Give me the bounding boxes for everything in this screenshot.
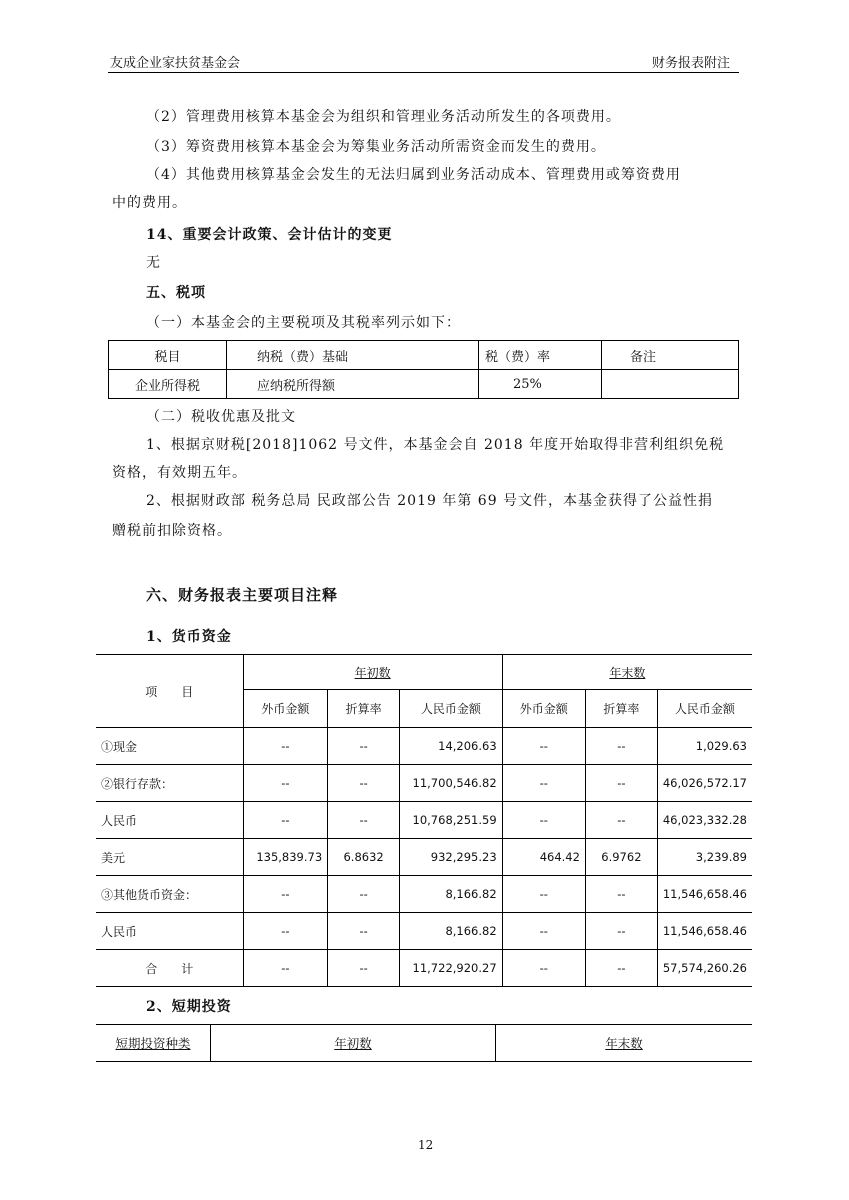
- cash-row-label: 人民币: [96, 802, 243, 839]
- cash-cell: --: [502, 765, 585, 802]
- cash-cell: --: [328, 765, 400, 802]
- cash-cell: --: [243, 950, 328, 987]
- short-investment-subheading: 2、短期投资: [146, 999, 232, 1015]
- page-number: 12: [418, 1138, 434, 1152]
- header-rule: [108, 72, 739, 73]
- table-row: [96, 765, 752, 802]
- tax-table: [108, 340, 739, 399]
- tax-item2-line2: 赠税前扣除资格。: [112, 523, 232, 539]
- cash-cell: 11,546,658.46: [657, 876, 752, 913]
- cash-row-label: ③其他货币资金：: [96, 876, 243, 913]
- cash-header-item: 项 目: [96, 655, 243, 728]
- table-row-total: [96, 950, 752, 987]
- tax-item1-line1: 1、根据京财税[2018]1062 号文件，本基金会自 2018 年度开始取得非营利组织免税: [146, 437, 725, 453]
- stinv-header-end-label: 年末数: [605, 1036, 643, 1051]
- cash-col-begin-rate: 折算率: [328, 690, 400, 728]
- cash-cell: --: [328, 802, 400, 839]
- cash-cell: --: [502, 913, 585, 950]
- cash-cell: --: [585, 950, 657, 987]
- cash-cell: --: [328, 950, 400, 987]
- cash-cell: --: [328, 876, 400, 913]
- cash-table: [96, 654, 752, 987]
- cash-cell: --: [243, 765, 328, 802]
- tax-header-item: 税目: [109, 341, 227, 370]
- cash-row-label: 人民币: [96, 913, 243, 950]
- table-row: [96, 802, 752, 839]
- tax-item1-line2: 资格，有效期五年。: [112, 465, 247, 481]
- cash-cell: 11,722,920.27: [400, 950, 503, 987]
- section-5-heading: 五、税项: [146, 285, 206, 301]
- paragraph-fundraising-expense: （3）筹资费用核算本基金会为筹集业务活动所需资金而发生的费用。: [146, 139, 606, 155]
- cash-col-begin-rmb: 人民币金额: [400, 690, 503, 728]
- cash-row-label: 美元: [96, 839, 243, 876]
- cash-cell: 6.9762: [585, 839, 657, 876]
- tax-cell-item: 企业所得税: [109, 370, 227, 399]
- cash-cell: --: [585, 913, 657, 950]
- cash-col-end-rate: 折算率: [585, 690, 657, 728]
- short-investment-table: [96, 1024, 752, 1062]
- cash-cell: 11,546,658.46: [657, 913, 752, 950]
- cash-cell: --: [243, 913, 328, 950]
- cash-col-end-rmb: 人民币金额: [657, 690, 752, 728]
- cash-col-begin-fx: 外币金额: [243, 690, 328, 728]
- cash-cell: --: [243, 728, 328, 765]
- tax-intro: （一）本基金会的主要税项及其税率列示如下：: [146, 315, 461, 331]
- cash-cell: 135,839.73: [243, 839, 328, 876]
- tax-table-header-row: [109, 341, 739, 370]
- cash-row-label-total: 合 计: [96, 950, 243, 987]
- cash-row-label: ②银行存款：: [96, 765, 243, 802]
- cash-cell: 57,574,260.26: [657, 950, 752, 987]
- stinv-header-type-label: 短期投资种类: [115, 1036, 191, 1051]
- cash-cell: 11,700,546.82: [400, 765, 503, 802]
- short-investment-header-row: [96, 1025, 752, 1062]
- tax-header-rate: 税（费）率: [479, 341, 602, 370]
- cash-header-row-1: [96, 655, 752, 690]
- paragraph-admin-expense: （2）管理费用核算本基金会为组织和管理业务活动所发生的各项费用。: [146, 109, 621, 125]
- stinv-header-begin-label: 年初数: [334, 1036, 372, 1051]
- cash-cell: 3,239.89: [657, 839, 752, 876]
- section-14-heading: 14、重要会计政策、会计估计的变更: [146, 227, 393, 243]
- paragraph-other-expense-line2: 中的费用。: [112, 195, 187, 211]
- cash-cell: --: [243, 802, 328, 839]
- tax-item2-line1: 2、根据财政部 税务总局 民政部公告 2019 年第 69 号文件，本基金获得了公益性捐: [146, 493, 714, 509]
- table-row: [96, 876, 752, 913]
- cash-cell: 46,023,332.28: [657, 802, 752, 839]
- cash-cell: --: [328, 913, 400, 950]
- cash-col-end-fx: 外币金额: [502, 690, 585, 728]
- paragraph-other-expense-line1: （4）其他费用核算基金会发生的无法归属到业务活动成本、管理费用或筹资费用: [146, 167, 681, 183]
- tax-header-note: 备注: [602, 341, 739, 370]
- cash-header-end-label: 年末数: [609, 665, 646, 680]
- tax-cell-rate: 25%: [479, 370, 602, 399]
- cash-cell: --: [585, 765, 657, 802]
- tax-header-basis: 纳税（费）基础: [227, 341, 479, 370]
- cash-cell: --: [502, 728, 585, 765]
- cash-cell: 14,206.63: [400, 728, 503, 765]
- cash-cell: 1,029.63: [657, 728, 752, 765]
- cash-cell: --: [502, 876, 585, 913]
- cash-cell: 932,295.23: [400, 839, 503, 876]
- section-6-heading: 六、财务报表主要项目注释: [146, 586, 339, 604]
- cash-cell: --: [243, 876, 328, 913]
- text-none: 无: [146, 255, 161, 271]
- tax-table-row: [109, 370, 739, 399]
- tax-preference-heading: （二）税收优惠及批文: [146, 409, 296, 425]
- cash-cell: 8,166.82: [400, 876, 503, 913]
- cash-subheading: 1、货币资金: [146, 629, 232, 645]
- cash-cell: --: [585, 728, 657, 765]
- stinv-header-type: [96, 1025, 211, 1062]
- cash-cell: 464.42: [502, 839, 585, 876]
- table-row: [96, 728, 752, 765]
- cash-cell: 46,026,572.17: [657, 765, 752, 802]
- cash-header-end: [502, 655, 752, 690]
- cash-header-begin-label: 年初数: [354, 665, 391, 680]
- cash-cell: --: [502, 950, 585, 987]
- cash-header-begin: [243, 655, 502, 690]
- cash-cell: --: [328, 728, 400, 765]
- tax-cell-basis: 应纳税所得额: [227, 370, 479, 399]
- header-right: 财务报表附注: [652, 56, 731, 71]
- tax-cell-note: [602, 370, 739, 399]
- stinv-header-end: [496, 1025, 753, 1062]
- cash-cell: --: [585, 802, 657, 839]
- table-row: [96, 839, 752, 876]
- header-left: 友成企业家扶贫基金会: [110, 56, 241, 71]
- cash-cell: --: [502, 802, 585, 839]
- cash-cell: 8,166.82: [400, 913, 503, 950]
- cash-cell: 6.8632: [328, 839, 400, 876]
- cash-cell: 10,768,251.59: [400, 802, 503, 839]
- cash-cell: --: [585, 876, 657, 913]
- cash-row-label: ①现金: [96, 728, 243, 765]
- table-row: [96, 913, 752, 950]
- stinv-header-begin: [211, 1025, 496, 1062]
